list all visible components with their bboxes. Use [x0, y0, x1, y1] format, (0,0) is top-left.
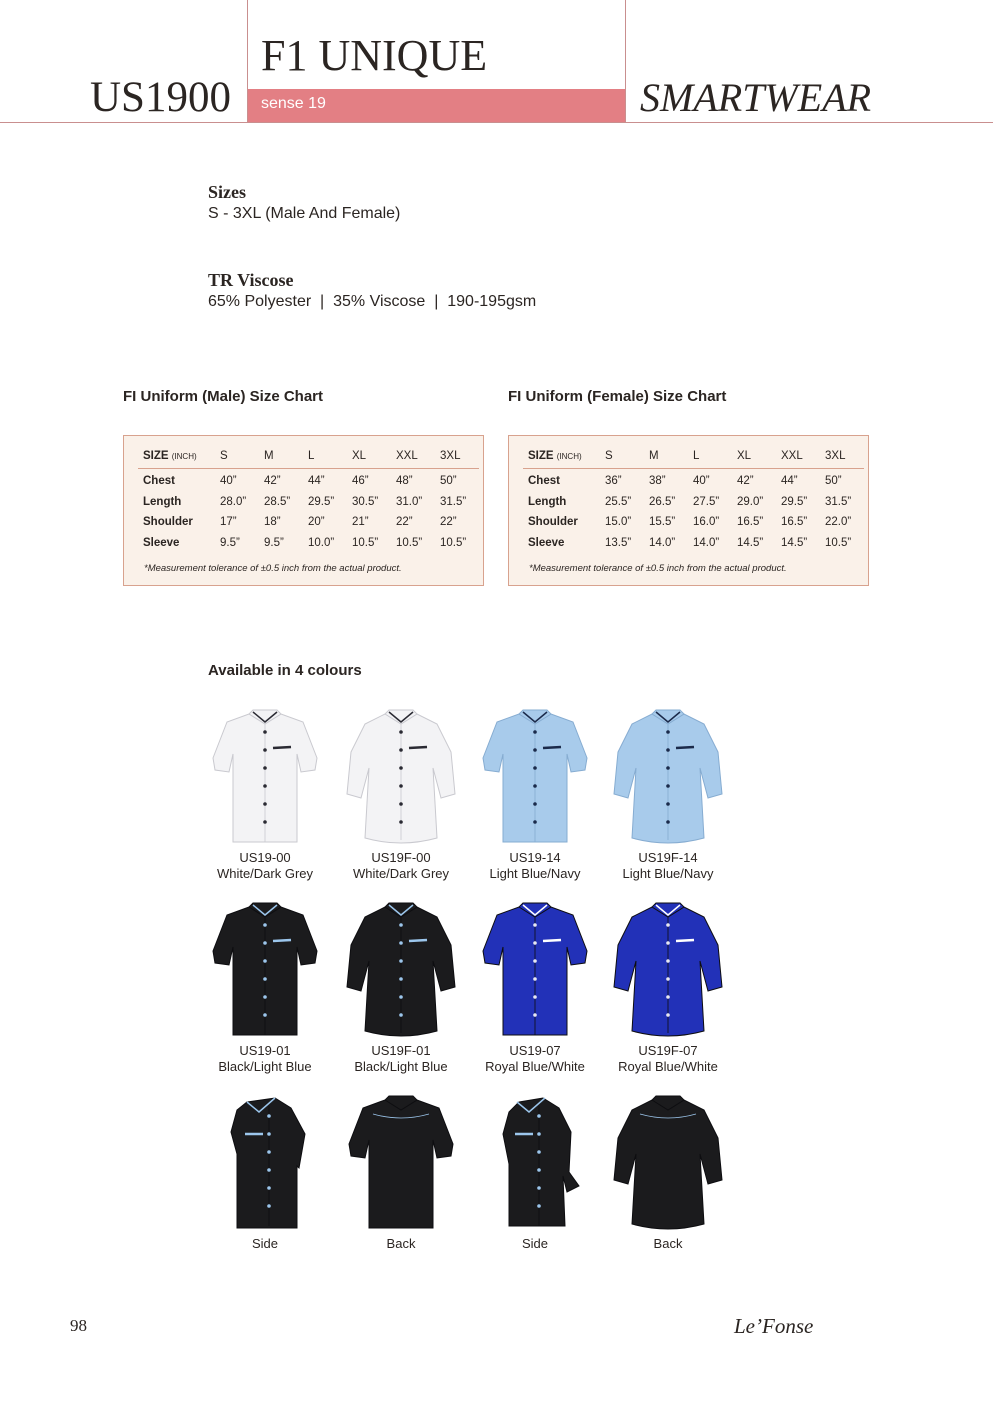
brand-logo: Le’Fonse — [734, 1314, 814, 1338]
table-cell: 16.0” — [693, 516, 720, 529]
colour-swatch — [331, 1094, 471, 1252]
product-variant-code: US19-07 — [509, 1043, 561, 1058]
mens-shirt-icon — [465, 708, 605, 846]
colour-swatch — [331, 708, 471, 881]
swatch-caption — [465, 850, 605, 881]
table-cell: 29.5” — [781, 495, 808, 508]
size-m: M — [259, 444, 303, 469]
womens-shirt-back-icon — [598, 1094, 738, 1232]
table-cell: 42” — [737, 475, 754, 488]
male-size-chart — [123, 435, 484, 586]
table-cell: 27.5” — [693, 495, 720, 508]
table-cell: 44” — [308, 475, 325, 488]
size-s: S — [215, 444, 259, 469]
table-cell: 20” — [308, 516, 325, 529]
swatch-caption — [598, 1236, 738, 1252]
table-cell: 38” — [649, 475, 666, 488]
header-rule — [0, 122, 993, 123]
header-subtitle-band — [248, 89, 625, 122]
female-chart-note: *Measurement tolerance of ±0.5 inch from the actual product. — [529, 563, 787, 574]
product-subtitle: sense 19 — [261, 95, 326, 112]
table-row — [523, 492, 864, 513]
row-label: Shoulder — [143, 516, 193, 529]
table-cell: 10.5” — [396, 536, 423, 549]
row-label: Shoulder — [528, 516, 578, 529]
table-cell: 17” — [220, 516, 237, 529]
table-cell: 10.5” — [825, 536, 852, 549]
size-3xl: 3XL — [820, 444, 864, 469]
size-column-header: SIZE (INCH) — [523, 444, 600, 469]
colour-name: Black/Light Blue — [354, 1058, 448, 1074]
swatch-caption — [195, 850, 335, 881]
table-row — [523, 512, 864, 533]
table-cell: 31.5” — [825, 495, 852, 508]
table-cell: 16.5” — [781, 516, 808, 529]
table-cell: 10.0” — [308, 536, 335, 549]
colour-swatch — [195, 1094, 335, 1252]
table-cell: 28.0” — [220, 495, 247, 508]
table-cell: 16.5” — [737, 516, 764, 529]
table-cell: 13.5” — [605, 536, 632, 549]
womens-shirt-icon — [598, 708, 738, 846]
female-size-chart — [508, 435, 869, 586]
table-cell: 50” — [440, 475, 457, 488]
fabric-heading: TR Viscose — [208, 270, 294, 290]
womens-shirt-icon — [598, 901, 738, 1039]
row-label: Chest — [143, 475, 175, 488]
mens-shirt-icon — [195, 901, 335, 1039]
colour-swatch — [195, 708, 335, 881]
table-cell: 14.5” — [737, 536, 764, 549]
table-cell: 14.0” — [693, 536, 720, 549]
womens-shirt-side-icon — [465, 1094, 605, 1232]
table-cell: 31.0” — [396, 495, 423, 508]
size-s: S — [600, 444, 644, 469]
view-label: Back — [386, 1236, 416, 1251]
view-label: Side — [521, 1236, 549, 1251]
table-cell: 22.0” — [825, 516, 852, 529]
colour-swatch — [598, 708, 738, 881]
table-cell: 22” — [440, 516, 457, 529]
product-variant-code: US19F-00 — [371, 850, 431, 865]
table-row — [138, 512, 479, 533]
swatch-caption — [465, 1043, 605, 1074]
table-cell: 10.5” — [352, 536, 379, 549]
table-cell: 15.0” — [605, 516, 632, 529]
table-header-row — [138, 444, 479, 469]
colour-swatch — [195, 901, 335, 1074]
mens-shirt-icon — [195, 708, 335, 846]
table-cell: 50” — [825, 475, 842, 488]
view-label: Side — [251, 1236, 279, 1251]
colour-swatch — [598, 901, 738, 1074]
product-variant-code: US19-01 — [239, 1043, 291, 1058]
sizes-heading: Sizes — [208, 182, 246, 202]
colour-swatch — [598, 1094, 738, 1252]
table-row — [523, 469, 864, 492]
size-l: L — [303, 444, 347, 469]
colour-name: Black/Light Blue — [218, 1058, 312, 1074]
table-cell: 40” — [693, 475, 710, 488]
product-category: SMARTWEAR — [640, 75, 872, 120]
swatch-caption — [331, 850, 471, 881]
table-row — [138, 492, 479, 513]
sizes-spec — [208, 181, 400, 225]
swatch-caption — [195, 1043, 335, 1074]
table-cell: 42” — [264, 475, 281, 488]
product-code: US1900 — [90, 74, 231, 121]
colour-swatch — [465, 708, 605, 881]
colour-swatch — [331, 901, 471, 1074]
swatch-caption — [195, 1236, 335, 1252]
table-cell: 36” — [605, 475, 622, 488]
table-cell: 48” — [396, 475, 413, 488]
male-chart-note: *Measurement tolerance of ±0.5 inch from the actual product. — [144, 563, 402, 574]
womens-shirt-icon — [331, 901, 471, 1039]
product-variant-code: US19-00 — [239, 850, 291, 865]
mens-shirt-icon — [465, 901, 605, 1039]
table-header-row — [523, 444, 864, 469]
table-cell: 29.0” — [737, 495, 764, 508]
female-size-table — [523, 444, 864, 553]
swatch-caption — [598, 1043, 738, 1074]
colour-name: Royal Blue/White — [485, 1058, 585, 1074]
table-cell: 46” — [352, 475, 369, 488]
table-cell: 26.5” — [649, 495, 676, 508]
row-label: Sleeve — [143, 536, 180, 549]
colour-swatch — [465, 901, 605, 1074]
table-cell: 21” — [352, 516, 369, 529]
product-variant-code: US19F-14 — [638, 850, 698, 865]
swatch-caption — [465, 1236, 605, 1252]
size-xxl: XXL — [776, 444, 820, 469]
swatch-caption — [331, 1043, 471, 1074]
table-cell: 22” — [396, 516, 413, 529]
sizes-value: S - 3XL (Male And Female) — [208, 205, 401, 222]
colour-name: White/Dark Grey — [352, 865, 450, 881]
table-cell: 15.5” — [649, 516, 676, 529]
table-cell: 9.5” — [264, 536, 284, 549]
size-l: L — [688, 444, 732, 469]
table-cell: 10.5” — [440, 536, 467, 549]
row-label: Sleeve — [528, 536, 565, 549]
product-variant-code: US19-14 — [509, 850, 561, 865]
table-cell: 9.5” — [220, 536, 240, 549]
product-title: F1 UNIQUE — [261, 31, 488, 80]
product-variant-code: US19F-01 — [371, 1043, 431, 1058]
mens-shirt-side-icon — [195, 1094, 335, 1232]
swatch-caption — [598, 850, 738, 881]
product-variant-code: US19F-07 — [638, 1043, 698, 1058]
table-cell: 31.5” — [440, 495, 467, 508]
size-xxl: XXL — [391, 444, 435, 469]
male-chart-title: FI Uniform (Male) Size Chart — [123, 388, 324, 405]
size-xl: XL — [347, 444, 391, 469]
colours-heading: Available in 4 colours — [208, 662, 362, 679]
swatch-caption — [331, 1236, 471, 1252]
page-number: 98 — [70, 1316, 87, 1335]
colour-name: Light Blue/Navy — [489, 865, 581, 881]
header-title-box — [247, 0, 626, 122]
table-cell: 25.5” — [605, 495, 632, 508]
size-column-header: SIZE (INCH) — [138, 444, 215, 469]
table-cell: 14.0” — [649, 536, 676, 549]
table-cell: 44” — [781, 475, 798, 488]
male-size-table — [138, 444, 479, 553]
mens-shirt-back-icon — [331, 1094, 471, 1232]
row-label: Chest — [528, 475, 560, 488]
table-cell: 14.5” — [781, 536, 808, 549]
view-label: Back — [653, 1236, 683, 1251]
table-cell: 30.5” — [352, 495, 379, 508]
size-m: M — [644, 444, 688, 469]
colour-name: Light Blue/Navy — [622, 865, 714, 881]
female-chart-title: FI Uniform (Female) Size Chart — [508, 388, 727, 405]
colour-swatch — [465, 1094, 605, 1252]
table-cell: 40” — [220, 475, 237, 488]
colour-name: White/Dark Grey — [216, 865, 314, 881]
fabric-spec — [208, 269, 536, 313]
fabric-value: 65% Polyester | 35% Viscose | 190-195gsm — [208, 293, 537, 310]
table-row — [138, 469, 479, 492]
row-label: Length — [143, 495, 182, 508]
table-row — [138, 533, 479, 554]
size-xl: XL — [732, 444, 776, 469]
womens-shirt-icon — [331, 708, 471, 846]
size-3xl: 3XL — [435, 444, 479, 469]
table-cell: 28.5” — [264, 495, 291, 508]
colour-name: Royal Blue/White — [618, 1058, 718, 1074]
table-cell: 18” — [264, 516, 281, 529]
table-row — [523, 533, 864, 554]
table-cell: 29.5” — [308, 495, 335, 508]
row-label: Length — [528, 495, 567, 508]
